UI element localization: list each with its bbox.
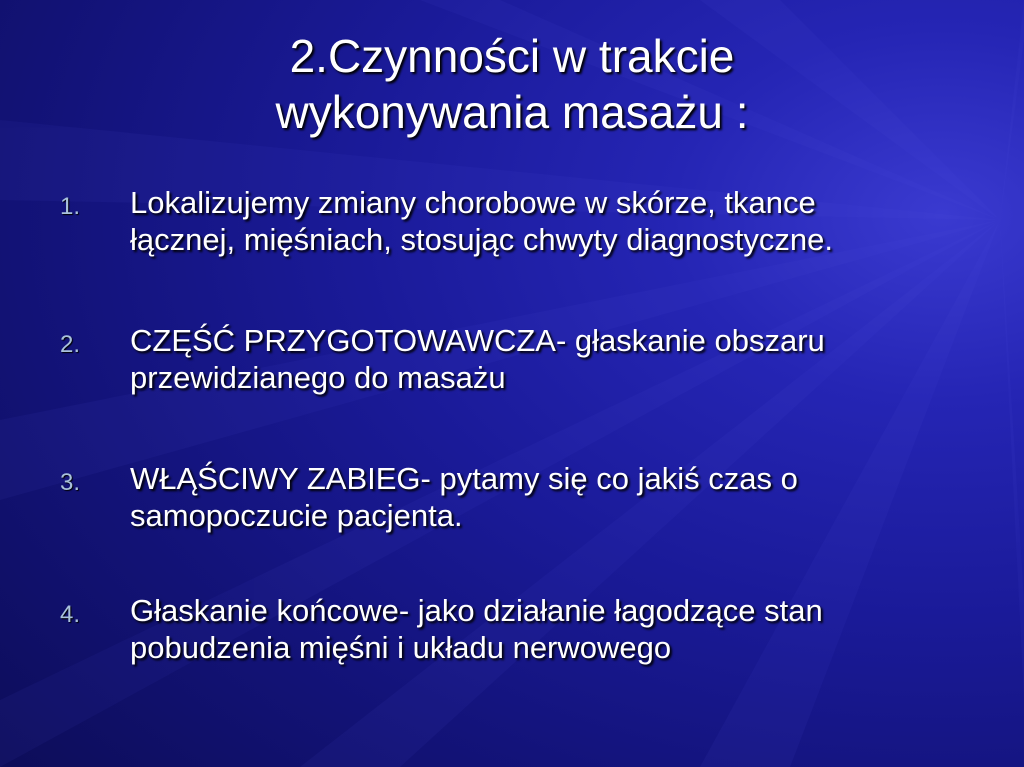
- list-item-line: Głaskanie końcowe- jako działanie łagodzące stan: [130, 593, 823, 628]
- list-item-text: [130, 184, 980, 258]
- list-item-number: 3.: [60, 469, 81, 496]
- list-item-line: CZĘŚĆ PRZYGOTOWAWCZA- głaskanie obszaru: [130, 323, 825, 358]
- list-item-text: [130, 592, 980, 666]
- list-item-text: [130, 322, 980, 396]
- list-item-number: 1.: [60, 193, 81, 220]
- list-item-line: przewidzianego do masażu: [130, 360, 506, 395]
- list-item-number: 2.: [60, 331, 81, 358]
- list-item-line: łącznej, mięśniach, stosując chwyty diagnostyczne.: [130, 222, 833, 257]
- list-item-number: 4.: [60, 601, 81, 628]
- slide-title-line: 2.Czynności w trakcie: [289, 30, 735, 82]
- list-item-line: Lokalizujemy zmiany chorobowe w skórze, tkance: [130, 185, 816, 220]
- list-item-text: [130, 460, 980, 534]
- list-item-line: WŁĄŚCIWY ZABIEG- pytamy się co jakiś czas o: [130, 461, 798, 496]
- slide-title-line: wykonywania masażu :: [275, 86, 749, 138]
- list-item-line: samopoczucie pacjenta.: [130, 498, 463, 533]
- list-item-line: pobudzenia mięśni i układu nerwowego: [130, 630, 672, 665]
